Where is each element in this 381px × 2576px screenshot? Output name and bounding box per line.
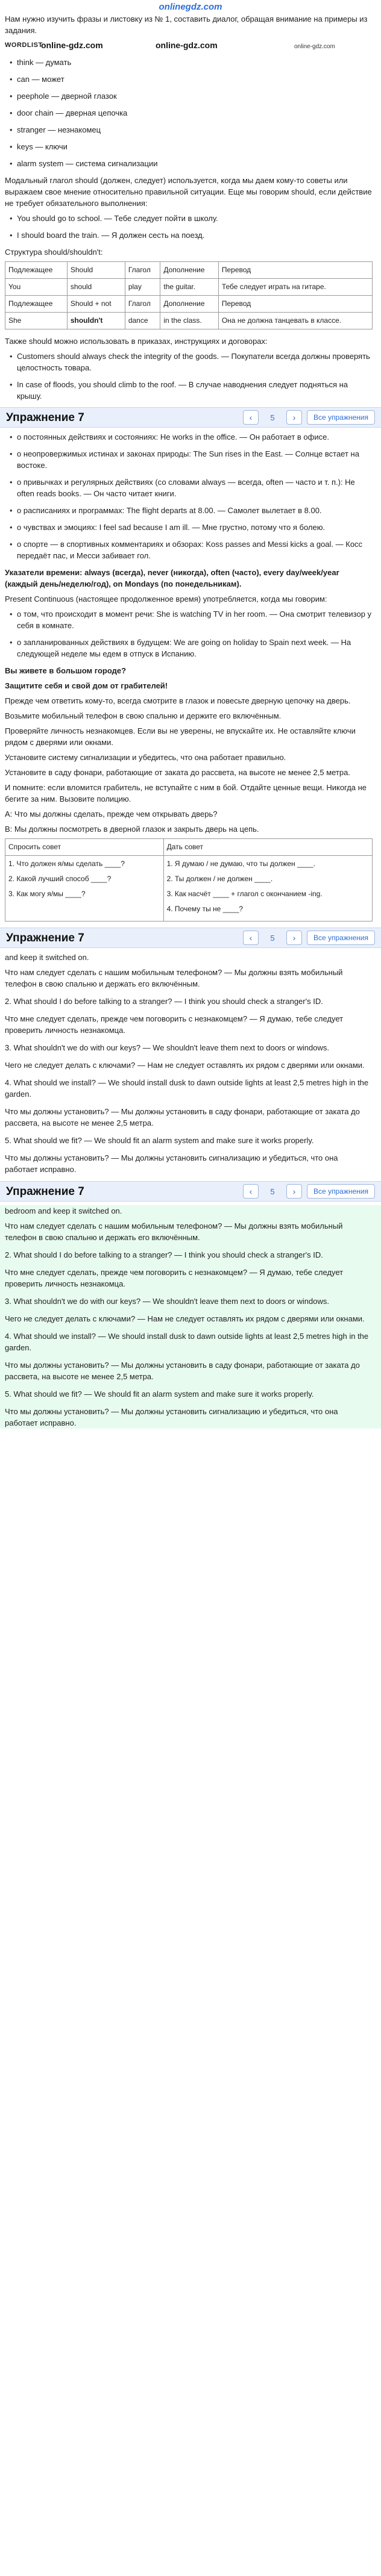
list-item: • I should board the train. — Я должен сесть на поезд. bbox=[5, 229, 373, 241]
leaflet-item: Возьмите мобильный телефон в свою спальню и держите его включённым. bbox=[5, 711, 282, 720]
exercise-nav bbox=[0, 928, 381, 948]
leaflet-item: Установите в саду фонари, работающие от заката до рассвета, на высоте не менее 2,5 метра. bbox=[5, 768, 350, 777]
wordlist-label: WORDLIST bbox=[5, 42, 43, 49]
ask-phrase: 1. Что должен я/мы сделать ____? bbox=[8, 859, 125, 868]
answer-line: Что мы должны установить? — Мы должны установить в саду фонари, работающие от заката до рассвета, на высоте не менее 2,5 метра. bbox=[5, 1361, 360, 1381]
table-cell: Глагол bbox=[125, 296, 160, 313]
table-row bbox=[5, 296, 373, 313]
leaflet-item: Установите систему сигнализации и убедитесь, что она работает правильно. bbox=[5, 753, 286, 762]
table-row bbox=[5, 262, 373, 279]
list-item: • can — может bbox=[5, 73, 373, 85]
next-button[interactable]: › bbox=[286, 931, 302, 945]
table-cell: You bbox=[5, 279, 68, 296]
table-header: Подлежащее bbox=[5, 262, 68, 279]
structure-table bbox=[5, 261, 373, 329]
table-row bbox=[5, 313, 373, 329]
exercise-nav bbox=[0, 407, 381, 428]
answer-line: Чего не следует делать с ключами? — Нам не следует оставлять их рядом с дверями или окнами. bbox=[5, 1314, 365, 1323]
answer-line: Что мне следует сделать, прежде чем поговорить с незнакомцем? — Я думаю, тебе следует проверить личность незнакомца. bbox=[5, 1014, 344, 1035]
watermark: online-gdz.com bbox=[294, 43, 335, 50]
prev-button[interactable]: ‹ bbox=[243, 410, 259, 425]
leaflet-subtitle: Защитите себя и свой дом от грабителей! bbox=[5, 681, 168, 690]
list-item: • You should go to school. — Тебе следует пойти в школу. bbox=[5, 213, 373, 224]
list-item: • о запланированных действиях в будущем: We are going on holiday to Spain next week. — На следующей неделе мы едем в отпуск в Испанию. bbox=[5, 637, 373, 660]
leaflet-title: Вы живете в большом городе? bbox=[5, 666, 127, 675]
answer-line: Что нам следует сделать с нашим мобильным телефоном? — Мы должны взять мобильный телефон в свою спальню и держать его включённым. bbox=[5, 1221, 343, 1242]
list-item: • о привычках и регулярных действиях (со словами always — всегда, often — часто и т. п.): He often reads books. — Он часто читает книги. bbox=[5, 476, 373, 499]
prev-button[interactable]: ‹ bbox=[243, 1184, 259, 1199]
watermark-row bbox=[5, 40, 373, 48]
list-item: • think — думать bbox=[5, 57, 373, 68]
example-b: B: Мы должны посмотреть в дверной глазок и закрыть дверь на цепь. bbox=[5, 825, 259, 834]
exercise-title: Упражнение 7 bbox=[6, 411, 84, 424]
answer-line: Что нам следует сделать с нашим мобильным телефоном? — Мы должны взять мобильный телефон в свою спальню и держать его включённым. bbox=[5, 968, 343, 988]
table-cell: Тебе следует играть на гитаре. bbox=[218, 279, 372, 296]
dialog-table bbox=[5, 838, 373, 922]
table-cell: Дополнение bbox=[160, 296, 218, 313]
intro-text: Нам нужно изучить фразы и листовку из № 1, составить диалог, обращая внимание на примеры из задания. bbox=[5, 14, 368, 35]
exercise-number: 5 bbox=[270, 1187, 275, 1196]
all-exercises-button[interactable]: Все упражнения bbox=[307, 1184, 375, 1199]
answer-line: Что мне следует сделать, прежде чем поговорить с незнакомцем? — Я думаю, тебе следует проверить личность незнакомца. bbox=[5, 1268, 344, 1288]
list-item: • о том, что происходит в момент речи: She is watching TV in her room. — Она смотрит телевизор у себя в комнате. bbox=[5, 608, 373, 631]
table-header: Дополнение bbox=[160, 262, 218, 279]
present-continuous-list bbox=[5, 608, 373, 660]
exercise-number: 5 bbox=[270, 933, 275, 943]
answer-line: 4. What should we install? — We should install dusk to dawn outside lights at least 2,5 metres high in the garden. bbox=[5, 1332, 369, 1352]
ask-phrase: 3. Как могу я/мы ____? bbox=[8, 890, 86, 898]
answer-line: 3. What shouldn't we do with our keys? — We shouldn't leave them next to doors or windows. bbox=[5, 1297, 329, 1306]
table-row bbox=[5, 839, 373, 856]
exercise-title: Упражнение 7 bbox=[6, 1185, 84, 1198]
should-examples bbox=[5, 213, 373, 241]
prev-button[interactable]: ‹ bbox=[243, 931, 259, 945]
answer-line: 3. What shouldn't we do with our keys? — We shouldn't leave them next to doors or windows. bbox=[5, 1043, 329, 1052]
list-item: • In case of floods, you should climb to the roof. — В случае наводнения следует подняться на крышу. bbox=[5, 379, 373, 402]
answer-line: 4. What should we install? — We should install dusk to dawn outside lights at least 2,5 metres high in the garden. bbox=[5, 1078, 369, 1099]
advice-phrase: 2. Ты должен / не должен ____. bbox=[166, 875, 273, 883]
table-cell bbox=[163, 856, 372, 922]
table-cell b: shouldn't bbox=[67, 313, 125, 329]
orders-list bbox=[5, 351, 373, 402]
grammar-section bbox=[0, 431, 381, 922]
answer-head: and keep it switched on. bbox=[5, 953, 89, 962]
table-cell bbox=[5, 856, 164, 922]
next-button[interactable]: › bbox=[286, 1184, 302, 1199]
table-cell: Она не должна танцевать в классе. bbox=[218, 313, 372, 329]
watermark: online-gdz.com bbox=[41, 40, 103, 50]
list-item: • alarm system — система сигнализации bbox=[5, 158, 373, 169]
answer-line: Что мы должны установить? — Мы должны установить в саду фонари, работающие от заката до рассвета, на высоте не менее 2,5 метра. bbox=[5, 1107, 360, 1127]
list-item: • peephole — дверной глазок bbox=[5, 90, 373, 102]
table-header: Глагол bbox=[125, 262, 160, 279]
table-row bbox=[5, 856, 373, 922]
ask-phrase: 2. Какой лучший способ ____? bbox=[8, 875, 112, 883]
answers-section-highlighted bbox=[0, 1205, 381, 1429]
answer-line: 2. What should I do before talking to a stranger? — I think you should check a stranger's ID. bbox=[5, 1250, 323, 1259]
table-header: Should bbox=[67, 262, 125, 279]
all-exercises-button[interactable]: Все упражнения bbox=[307, 410, 375, 425]
list-item: • о расписаниях и программах: The flight departs at 8.00. — Самолет вылетает в 8.00. bbox=[5, 505, 373, 516]
exercise-title: Упражнение 7 bbox=[6, 931, 84, 944]
time-markers: Указатели времени: always (всегда), never (никогда), often (часто), every day/week/year (каждый день/неделю/год), on Mondays (по понедельникам). bbox=[5, 568, 339, 588]
watermark: online-gdz.com bbox=[156, 40, 218, 50]
list-item: • Customers should always check the integrity of the goods. — Покупатели всегда должны проверять целостность товара. bbox=[5, 351, 373, 373]
answer-line: 5. What should we fit? — We should fit an alarm system and make sure it works properly. bbox=[5, 1136, 314, 1145]
should-intro: Модальный глагол should (должен, следует) используется, когда мы даем кому-то советы или выражаем свое мнение относительно правильной ситуации. Еще мы говорим should, если действие не требует обязательного выполнения: bbox=[5, 176, 372, 208]
table-header: Дать совет bbox=[163, 839, 372, 856]
list-item: • keys — ключи bbox=[5, 141, 373, 152]
table-cell: should bbox=[67, 279, 125, 296]
orders-intro: Также should можно использовать в приказах, инструкциях и договорах: bbox=[5, 337, 268, 346]
list-item: • door chain — дверная цепочка bbox=[5, 107, 373, 119]
list-item: • о постоянных действиях и состояниях: He works in the office. — Он работает в офисе. bbox=[5, 431, 373, 443]
answers-section bbox=[0, 952, 381, 1175]
answer-line: Что мы должны установить? — Мы должны установить сигнализацию и убедиться, что она работает исправно. bbox=[5, 1153, 338, 1174]
advice-phrase: 1. Я думаю / не думаю, что ты должен ____. bbox=[166, 859, 315, 868]
advice-phrase: 3. Как насчёт ____ + глагол с окончанием -ing. bbox=[166, 890, 323, 898]
table-row bbox=[5, 279, 373, 296]
example-a: A: Что мы должны сделать, прежде чем открывать дверь? bbox=[5, 809, 218, 819]
main-content bbox=[0, 13, 381, 402]
table-cell: Подлежащее bbox=[5, 296, 68, 313]
leaflet-item: Проверяйте личность незнакомцев. Если вы не уверены, не впускайте их. Не оставляйте ключи рядом с дверями или окнами. bbox=[5, 726, 356, 747]
answer-line: Что мы должны установить? — Мы должны установить сигнализацию и убедиться, что она работает исправно. bbox=[5, 1407, 338, 1427]
structure-title: Структура should/shouldn't: bbox=[5, 248, 103, 257]
table-cell: in the class. bbox=[160, 313, 218, 329]
present-simple-list bbox=[5, 431, 373, 561]
present-continuous-intro: Present Continuous (настоящее продолженное время) употребляется, когда мы говорим: bbox=[5, 594, 327, 603]
exercise-nav bbox=[0, 1181, 381, 1202]
answer-line: Чего не следует делать с ключами? — Нам не следует оставлять их рядом с дверями или окнами. bbox=[5, 1061, 365, 1070]
list-item: • о спорте — в спортивных комментариях и обзорах: Koss passes and Messi kicks a goal. — Косс передаёт пас, и Месси забивает гол. bbox=[5, 538, 373, 561]
answer-head: bedroom and keep it switched on. bbox=[5, 1206, 122, 1215]
all-exercises-button[interactable]: Все упражнения bbox=[307, 931, 375, 945]
list-item: • о неопровержимых истинах и законах природы: The Sun rises in the East. — Солнце встает на востоке. bbox=[5, 448, 373, 471]
answer-line: 5. What should we fit? — We should fit an alarm system and make sure it works properly. bbox=[5, 1389, 314, 1399]
table-header: Спросить совет bbox=[5, 839, 164, 856]
site-header bbox=[0, 0, 381, 13]
next-button[interactable]: › bbox=[286, 410, 302, 425]
table-cell: She bbox=[5, 313, 68, 329]
advice-phrase: 4. Почему ты не ____? bbox=[166, 905, 244, 913]
answer-line: 2. What should I do before talking to a stranger? — I think you should check a stranger's ID. bbox=[5, 997, 323, 1006]
wordlist bbox=[5, 57, 373, 169]
list-item: • о чувствах и эмоциях: I feel sad because I am ill. — Мне грустно, потому что я болею. bbox=[5, 522, 373, 533]
leaflet-item: Прежде чем ответить кому-то, всегда смотрите в глазок и повесьте дверную цепочку на дверь. bbox=[5, 696, 351, 705]
site-logo[interactable]: onlinegdz.com bbox=[159, 1, 222, 12]
table-header: Перевод bbox=[218, 262, 372, 279]
table-cell: Перевод bbox=[218, 296, 372, 313]
leaflet-item: И помните: если вломится грабитель, не вступайте с ним в бой. Отдайте ценные вещи. Никогда не бегите за ним. Вызовите полицию. bbox=[5, 783, 367, 803]
exercise-number: 5 bbox=[270, 413, 275, 422]
table-cell: play bbox=[125, 279, 160, 296]
list-item: • stranger — незнакомец bbox=[5, 124, 373, 136]
table-cell: dance bbox=[125, 313, 160, 329]
table-cell: the guitar. bbox=[160, 279, 218, 296]
table-cell: Should + not bbox=[67, 296, 125, 313]
